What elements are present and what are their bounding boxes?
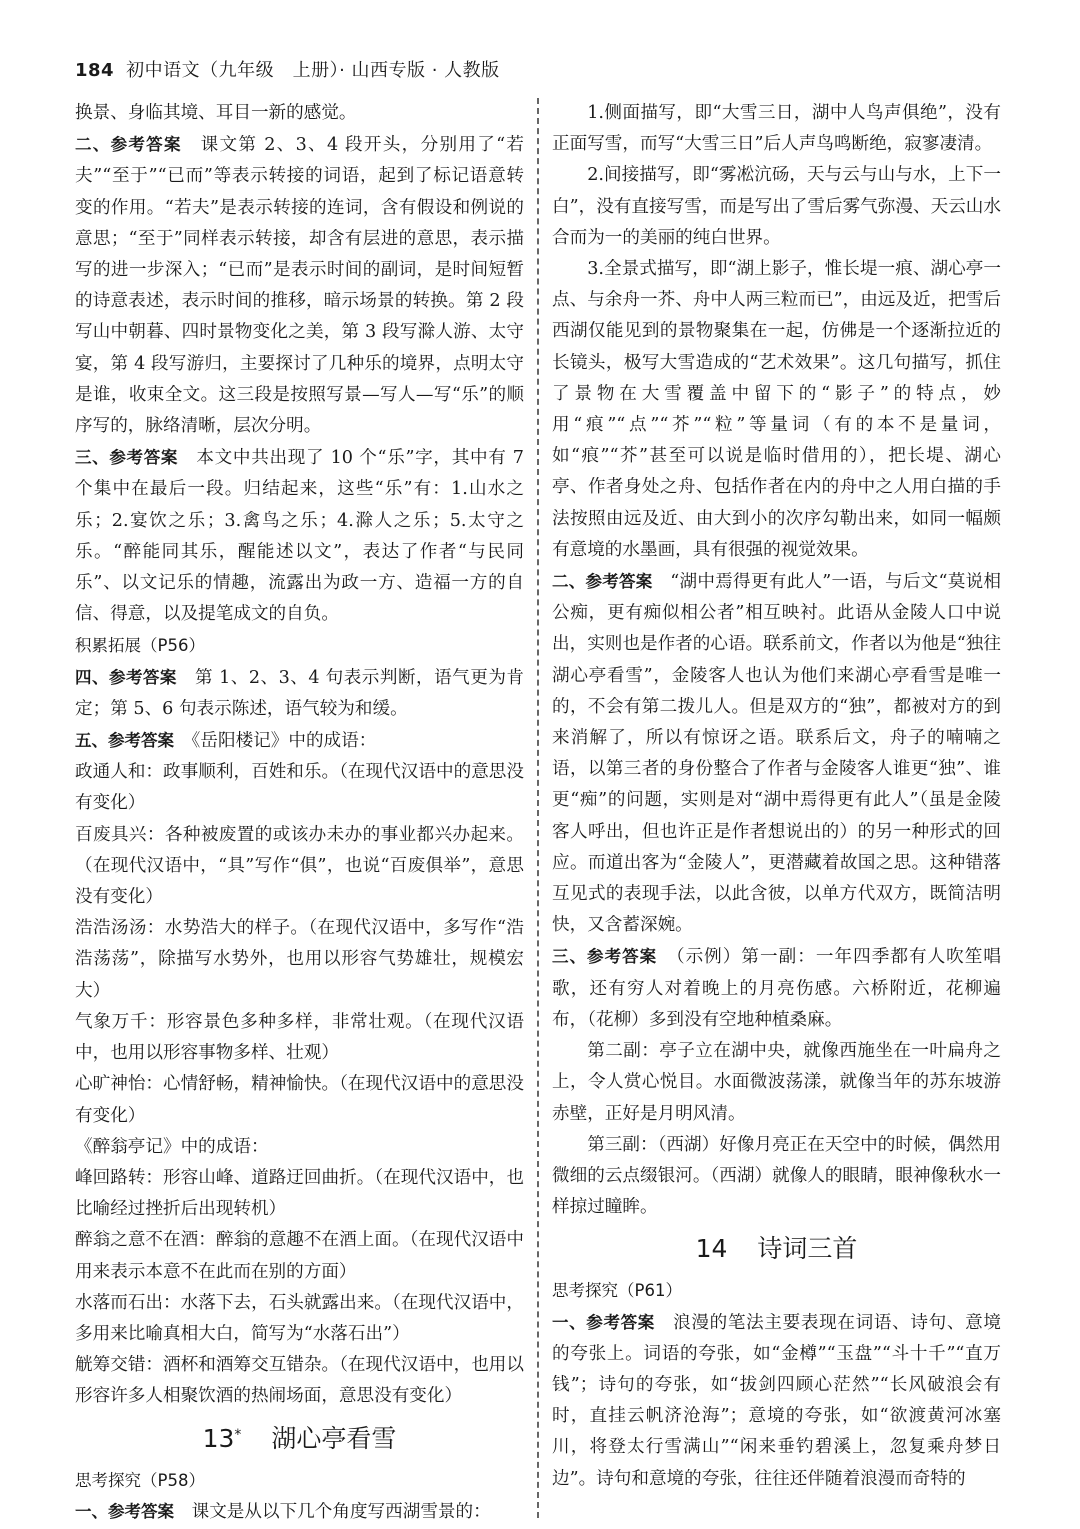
- answer-label: 三、参考答案: [552, 947, 658, 967]
- answer-paragraph: [75, 662, 524, 725]
- chapter-number: 13: [202, 1423, 235, 1453]
- book-title: 初中语文（九年级 上册）· 山西专版 · 人教版: [126, 60, 500, 81]
- answer-text: 课文是从以下几个角度写西湖雪景的：: [174, 1501, 491, 1522]
- answer-text: 本文中共出现了 10 个“乐”字，其中有 7 个集中在最后一段。归结起来，这些“乐”有：1.山水之乐；2.宴饮之乐；3.禽鸟之乐；4.滁人之乐；5.太守之乐。“醉能同其乐，醒能述以文”，表达了作者“与民同乐”、以文记乐的情趣，流露出为政一方、造福一方的自信、得意，以及提笔成文的自负。: [75, 448, 524, 625]
- chapter-title-13: [75, 1415, 524, 1463]
- answer-paragraph: [75, 725, 524, 757]
- chapter-name: 湖心亭看雪: [271, 1423, 397, 1453]
- right-column: [552, 98, 1001, 1495]
- idiom-item: 百废具兴：各种被废置的或该办未办的事业都兴办起来。（在现代汉语中，“具”写作“俱”，也说“百废俱举”，意思没有变化）: [75, 824, 524, 908]
- answer-label: 一、参考答案: [75, 1501, 174, 1521]
- idiom-item: 政通人和：政事顺利，百姓和乐。（在现代汉语中的意思没有变化）: [75, 762, 524, 814]
- answer-paragraph: [75, 129, 524, 442]
- answer-paragraph: [552, 941, 1001, 1036]
- answer-text: “湖中焉得更有此人”一语，与后文“莫说相公痴，更有痴似相公者”相互映衬。此语从金陵人口中说出，实则也是作者的心语。联系前文，作者以为他是“独往湖心亭看雪”，金陵客人也认为他们来湖心亭看雪是唯一的，不会有第二拨儿人。但是双方的“独”，都被对方的到来消解了，所以有惊讶之语。联系后文，舟子的喃喃之语，以第三者的身份整合了作者与金陵客人谁更“独”、谁更“痴”的问题，实则是对“湖中焉得更有此人”（虽是金陵客人呼出，但也许正是作者想说出的）的另一种形式的回应。而道出客为“金陵人”，更潜藏着故国之思。这种错落互见式的表现手法，以此含彼，以单方代双方，既简洁明快，又含蓄深婉。: [552, 572, 1001, 936]
- chapter-asterisk: *: [234, 1426, 242, 1443]
- idiom-item: 峰回路转：形容山峰、道路迂回曲折。（在现代汉语中，也比喻经过挫折后出现转机）: [75, 1167, 524, 1220]
- page-number: 184: [75, 60, 115, 81]
- answer-label: 五、参考答案: [75, 731, 174, 751]
- paragraph: 3.全景式描写，即“湖上影子，惟长堤一痕、湖心亭一点、与余舟一芥、舟中人两三粒而已”，由远及近，把雪后西湖仅能见到的景物聚集在一起，仿佛是一个逐渐拉近的长镜头，极写大雪造成的“艺术效果”。这几句描写，抓住了景物在大雪覆盖中留下的“影子”的特点，妙用“痕”“点”“芥”“粒”等量词（有的本不是量词，如“痕”“芥”甚至可以说是临时借用的），把长堤、湖心亭、作者身处之舟、包括作者在内的舟中之人用白描的手法按照由远及近、由大到小的次序勾勒出来，如同一幅颇有意境的水墨画，具有很强的视觉效果。: [552, 259, 1001, 560]
- left-column: [75, 98, 524, 1528]
- idiom-heading: 《醉翁亭记》中的成语：: [75, 1136, 269, 1157]
- section-subheading: 积累拓展（P56）: [75, 636, 205, 656]
- paragraph: 2.间接描写，即“雾凇沆砀，天与云与山与水，上下一白”，没有直接写雪，而是写出了雪后雾气弥漫、天云山水合而为一的美丽的纯白世界。: [552, 165, 1001, 248]
- answer-label: 三、参考答案: [75, 448, 179, 468]
- answer-paragraph: [552, 566, 1001, 941]
- answer-label: 四、参考答案: [75, 667, 177, 687]
- idiom-item: 水落而石出：水落下去，石头就露出来。（在现代汉语中，多用来比喻真相大白，简写为“水落石出”）: [75, 1292, 524, 1344]
- idiom-item: 气象万千：形容景色多种多样，非常壮观。（在现代汉语中，也用以形容事物多样、壮观）: [75, 1011, 524, 1064]
- answer-label: 一、参考答案: [552, 1312, 655, 1332]
- paragraph: 第二副：亭子立在湖中央，就像西施坐在一叶扁舟之上，令人赏心悦目。水面微波荡漾，就像当年的苏东坡游赤壁，正好是月明风清。: [552, 1041, 1001, 1124]
- paragraph: 第三副：（西湖）好像月亮正在天空中的时候，偶然用微细的云点缀银河。（西湖）就像人的眼睛，眼神像秋水一样掠过瞳眸。: [552, 1134, 1001, 1218]
- answer-paragraph: [75, 442, 524, 630]
- answer-text: 课文第 2、3、4 段开头，分别用了“若夫”“至于”“已而”等表示转接的词语，起到了标记语意转变的作用。“若夫”是表示转接的连词，含有假设和例说的意思；“至于”同样表示转接，却含有层进的意思，表示描写的进一步深入；“已而”是表示时间的副词，是时间短暂的诗意表述，表示时间的推移，暗示场景的转换。第 2 段写山中朝暮、四时景物变化之美，第 3 段写滁人游、太守宴，第 4 段写游归，主要探讨了几种乐的境界，点明太守是谁，收束全文。这三段是按照写景—写人—写“乐”的顺序写的，脉络清晰，层次分明。: [75, 135, 525, 437]
- chapter-title-14: [552, 1225, 1001, 1273]
- idiom-item: 浩浩汤汤：水势浩大的样子。（在现代汉语中，多写作“浩浩荡荡”，除描写水势外，也用以形容气势雄壮，规模宏大）: [75, 918, 524, 1001]
- answer-text: 第 1、2、3、4 句表示判断，语气更为肯定；第 5、6 句表示陈述，语气较为和缓。: [75, 667, 525, 719]
- answer-label: 二、参考答案: [75, 135, 182, 155]
- paragraph: 1.侧面描写，即“大雪三日，湖中人鸟声俱绝”，没有正面写雪，而写“大雪三日”后人声鸟鸣断绝，寂寥凄清。: [552, 103, 1001, 155]
- answer-text: 《岳阳楼记》中的成语：: [174, 731, 377, 752]
- chapter-name: 诗词三首: [757, 1234, 858, 1264]
- answer-text: 浪漫的笔法主要表现在词语、诗句、意境的夸张上。词语的夸张，如“金樽”“玉盘”“斗十千”“直万钱”；诗句的夸张，如“拔剑四顾心茫然”“长风破浪会有时，直挂云帆济沧海”；意境的夸张，如“欲渡黄河冰塞川，将登太行雪满山”“闲来垂钓碧溪上，忽复乘舟梦日边”。诗句和意境的夸张，往往还伴随着浪漫而奇特的: [552, 1312, 1001, 1489]
- section-subheading: 思考探究（P61）: [552, 1281, 682, 1301]
- answer-text: （示例）第一副：一年四季都有人吹笙唱歌，还有穷人对着晚上的月亮伤感。六桥附近，花柳遍布，（花柳）多到没有空地种植桑麻。: [552, 947, 1002, 1030]
- idiom-item: 心旷神怡：心情舒畅，精神愉快。（在现代汉语中的意思没有变化）: [75, 1074, 524, 1126]
- chapter-number: 14: [695, 1234, 728, 1264]
- idiom-item: 觥筹交错：酒杯和酒筹交互错杂。（在现代汉语中，也用以形容许多人相聚饮酒的热闹场面，意思没有变化）: [75, 1355, 524, 1407]
- answer-paragraph: [75, 1496, 524, 1528]
- column-divider: [537, 98, 539, 1518]
- answer-paragraph: [552, 1307, 1001, 1495]
- answer-label: 二、参考答案: [552, 572, 653, 592]
- idiom-item: 醉翁之意不在酒：醉翁的意趣不在酒上面。（在现代汉语中用来表示本意不在此而在别的方面）: [75, 1230, 524, 1282]
- paragraph: 换景、身临其境、耳目一新的感觉。: [75, 103, 357, 123]
- page-header: [75, 56, 500, 86]
- section-subheading: 思考探究（P58）: [75, 1470, 205, 1490]
